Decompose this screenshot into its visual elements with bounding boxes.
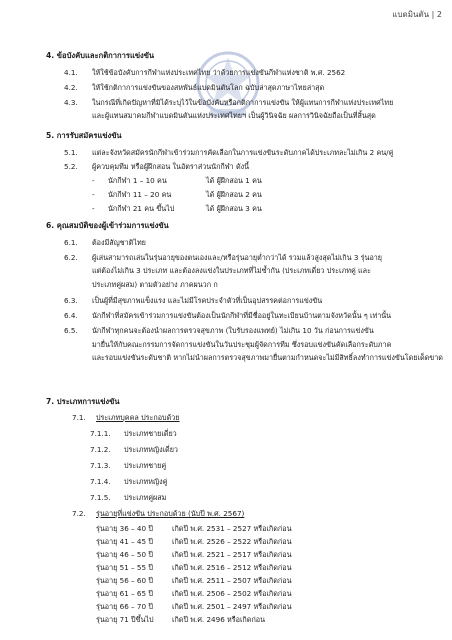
age-class: รุ่นอายุ 66 – 70 ปี bbox=[96, 602, 153, 611]
item-text: ผู้ควบคุมทีม หรือผู้ฝึกสอน ในอัตราส่วนนักกีฬา ดังนี้ bbox=[92, 162, 250, 171]
item-text: มายื่นให้กับคณะกรรมการจัดการแข่งขันในวันประชุมผู้จัดการทีม ซึ่งรอบแข่งขันคัดเลือกระดับภาค bbox=[92, 340, 392, 349]
subsection-number: 7.1. bbox=[72, 413, 86, 422]
item-text: ประเภทหญิงเดี่ยว bbox=[124, 445, 178, 454]
item-number: 7.1.2. bbox=[90, 445, 111, 454]
section-7-title: 7. ประเภทการแข่งขัน bbox=[46, 397, 120, 406]
item-text: ในกรณีที่เกิดปัญหาที่มิได้ระบุไว้ในข้อบังคับหรือกติกาการแข่งขัน ให้ผู้แทนการกีฬาแห่งประเทศไทย bbox=[92, 98, 394, 107]
item-text: แต่ต้องไม่เกิน 3 ประเภท และต้องลงแข่งในประเภทที่ไม่ซ้ำกัน (ประเภทเดี่ยว ประเภทคู่ และ bbox=[92, 266, 371, 275]
birth-range: เกิดปี พ.ศ. 2516 – 2512 หรือเกิดก่อน bbox=[172, 563, 292, 572]
item-number: 5.2. bbox=[64, 162, 78, 171]
subsection-number: 7.2. bbox=[72, 509, 86, 518]
ratio-coach: ได้ ผู้ฝึกสอน 3 คน bbox=[206, 204, 262, 213]
item-text: ประเภทชายเดี่ยว bbox=[124, 429, 177, 438]
age-class: รุ่นอายุ 51 – 55 ปี bbox=[96, 563, 153, 572]
ratio-players: นักกีฬา 11 – 20 คน bbox=[108, 190, 172, 199]
birth-range: เกิดปี พ.ศ. 2511 – 2507 หรือเกิดก่อน bbox=[172, 576, 292, 585]
item-number: 4.3. bbox=[64, 98, 78, 107]
section-6-title: 6. คุณสมบัติของผู้เข้าร่วมการแข่งขัน bbox=[46, 221, 169, 230]
age-class: รุ่นอายุ 36 – 40 ปี bbox=[96, 524, 153, 533]
item-text: เป็นผู้ที่มีสุขภาพแข็งแรง และไม่มีโรคประจำตัวที่เป็นอุปสรรคต่อการแข่งขัน bbox=[92, 296, 323, 305]
item-number: 4.1. bbox=[64, 68, 78, 77]
item-text: และผู้แทนสมาคมกีฬาแบดมินตันแห่งประเทศไทยฯ เป็นผู้วินิจฉัย ผลการวินิจฉัยถือเป็นที่สิ้นสุด bbox=[92, 111, 376, 120]
age-class: รุ่นอายุ 41 – 45 ปี bbox=[96, 537, 153, 546]
bullet-dash: - bbox=[92, 190, 95, 199]
subsection-title: ประเภทบุคคล ประกอบด้วย bbox=[96, 413, 180, 422]
item-number: 7.1.5. bbox=[90, 493, 111, 502]
ratio-coach: ได้ ผู้ฝึกสอน 1 คน bbox=[206, 176, 262, 185]
item-number: 7.1.3. bbox=[90, 461, 111, 470]
section-5-title: 5. การรับสมัครแข่งขัน bbox=[46, 131, 122, 140]
item-number: 6.4. bbox=[64, 311, 78, 320]
age-class: รุ่นอายุ 46 – 50 ปี bbox=[96, 550, 153, 559]
birth-range: เกิดปี พ.ศ. 2521 – 2517 หรือเกิดก่อน bbox=[172, 550, 292, 559]
age-class: รุ่นอายุ 71 ปีขึ้นไป bbox=[96, 615, 154, 624]
item-text: ประเภทคู่ผสม bbox=[124, 493, 167, 502]
bullet-dash: - bbox=[92, 176, 95, 185]
page-header-label: แบดมินตัน | 2 bbox=[392, 10, 442, 19]
age-class: รุ่นอายุ 61 – 65 ปี bbox=[96, 589, 153, 598]
item-number: 7.1.4. bbox=[90, 477, 111, 486]
birth-range: เกิดปี พ.ศ. 2506 – 2502 หรือเกิดก่อน bbox=[172, 589, 292, 598]
item-text: ให้ใช้ข้อบังคับการกีฬาแห่งประเทศไทย ว่าด้วยการแข่งขันกีฬาแห่งชาติ พ.ศ. 2562 bbox=[92, 68, 346, 77]
ratio-players: นักกีฬา 21 คน ขึ้นไป bbox=[108, 204, 175, 213]
item-number: 5.1. bbox=[64, 148, 78, 157]
ratio-coach: ได้ ผู้ฝึกสอน 2 คน bbox=[206, 190, 262, 199]
birth-range: เกิดปี พ.ศ. 2501 – 2497 หรือเกิดก่อน bbox=[172, 602, 292, 611]
age-class: รุ่นอายุ 56 – 60 ปี bbox=[96, 576, 153, 585]
item-text: แต่ละจังหวัดสมัครนักกีฬาเข้าร่วมการคัดเลือกในการแข่งขันระดับภาคได้ประเภทละไม่เกิน 2 คน/คู่ bbox=[92, 148, 394, 157]
item-text: ประเภทชายคู่ bbox=[124, 461, 167, 470]
item-text: และรอบแข่งขันระดับชาติ หากไม่นำผลการตรวจสุขภาพมายื่นตามกำหนดจะไม่มีสิทธิ์ลงทำการแข่งขันโดยเด็ดขาด bbox=[92, 353, 443, 362]
item-text: นักกีฬาที่สมัครเข้าร่วมการแข่งขันต้องเป็นนักกีฬาที่มีชื่ออยู่ในทะเบียนบ้านตามจังหวัดนั้น ๆ เท่านั้น bbox=[92, 311, 392, 320]
item-number: 6.3. bbox=[64, 296, 78, 305]
item-text: ต้องมีสัญชาติไทย bbox=[92, 238, 146, 247]
item-number: 6.5. bbox=[64, 326, 78, 335]
item-text: ประเภทคู่ผสม) ตามตัวอย่าง ภาคผนวก ก bbox=[92, 280, 218, 289]
item-number: 4.2. bbox=[64, 83, 78, 92]
item-text: นักกีฬาทุกคนจะต้องนำผลการตรวจสุขภาพ (ใบรับรองแพทย์) ไม่เกิน 10 วัน ก่อนการแข่งขัน bbox=[92, 326, 374, 335]
item-number: 7.1.1. bbox=[90, 429, 111, 438]
ratio-players: นักกีฬา 1 – 10 คน bbox=[108, 176, 167, 185]
birth-range: เกิดปี พ.ศ. 2531 – 2527 หรือเกิดก่อน bbox=[172, 524, 292, 533]
subsection-title: รุ่นอายุที่แข่งขัน ประกอบด้วย (นับปี พ.ศ. 2567) bbox=[96, 509, 245, 518]
item-text: ผู้เล่นสามารถเล่นในรุ่นอายุของตนเองและ/หรือรุ่นอายุต่ำกว่าได้ รวมแล้วสูงสุดไม่เกิน 3 รุ่นอายุ bbox=[92, 253, 383, 262]
section-4-title: 4. ข้อบังคับและกติกาการแข่งขัน bbox=[46, 51, 155, 60]
item-number: 6.1. bbox=[64, 238, 78, 247]
bullet-dash: - bbox=[92, 204, 95, 213]
item-number: 6.2. bbox=[64, 253, 78, 262]
item-text: ประเภทหญิงคู่ bbox=[124, 477, 168, 486]
birth-range: เกิดปี พ.ศ. 2496 หรือเกิดก่อน bbox=[172, 615, 266, 624]
item-text: ให้ใช้กติกาการแข่งขันของสหพันธ์แบดมินตันโลก ฉบับล่าสุดภาษาไทยล่าสุด bbox=[92, 83, 325, 92]
birth-range: เกิดปี พ.ศ. 2526 – 2522 หรือเกิดก่อน bbox=[172, 537, 292, 546]
